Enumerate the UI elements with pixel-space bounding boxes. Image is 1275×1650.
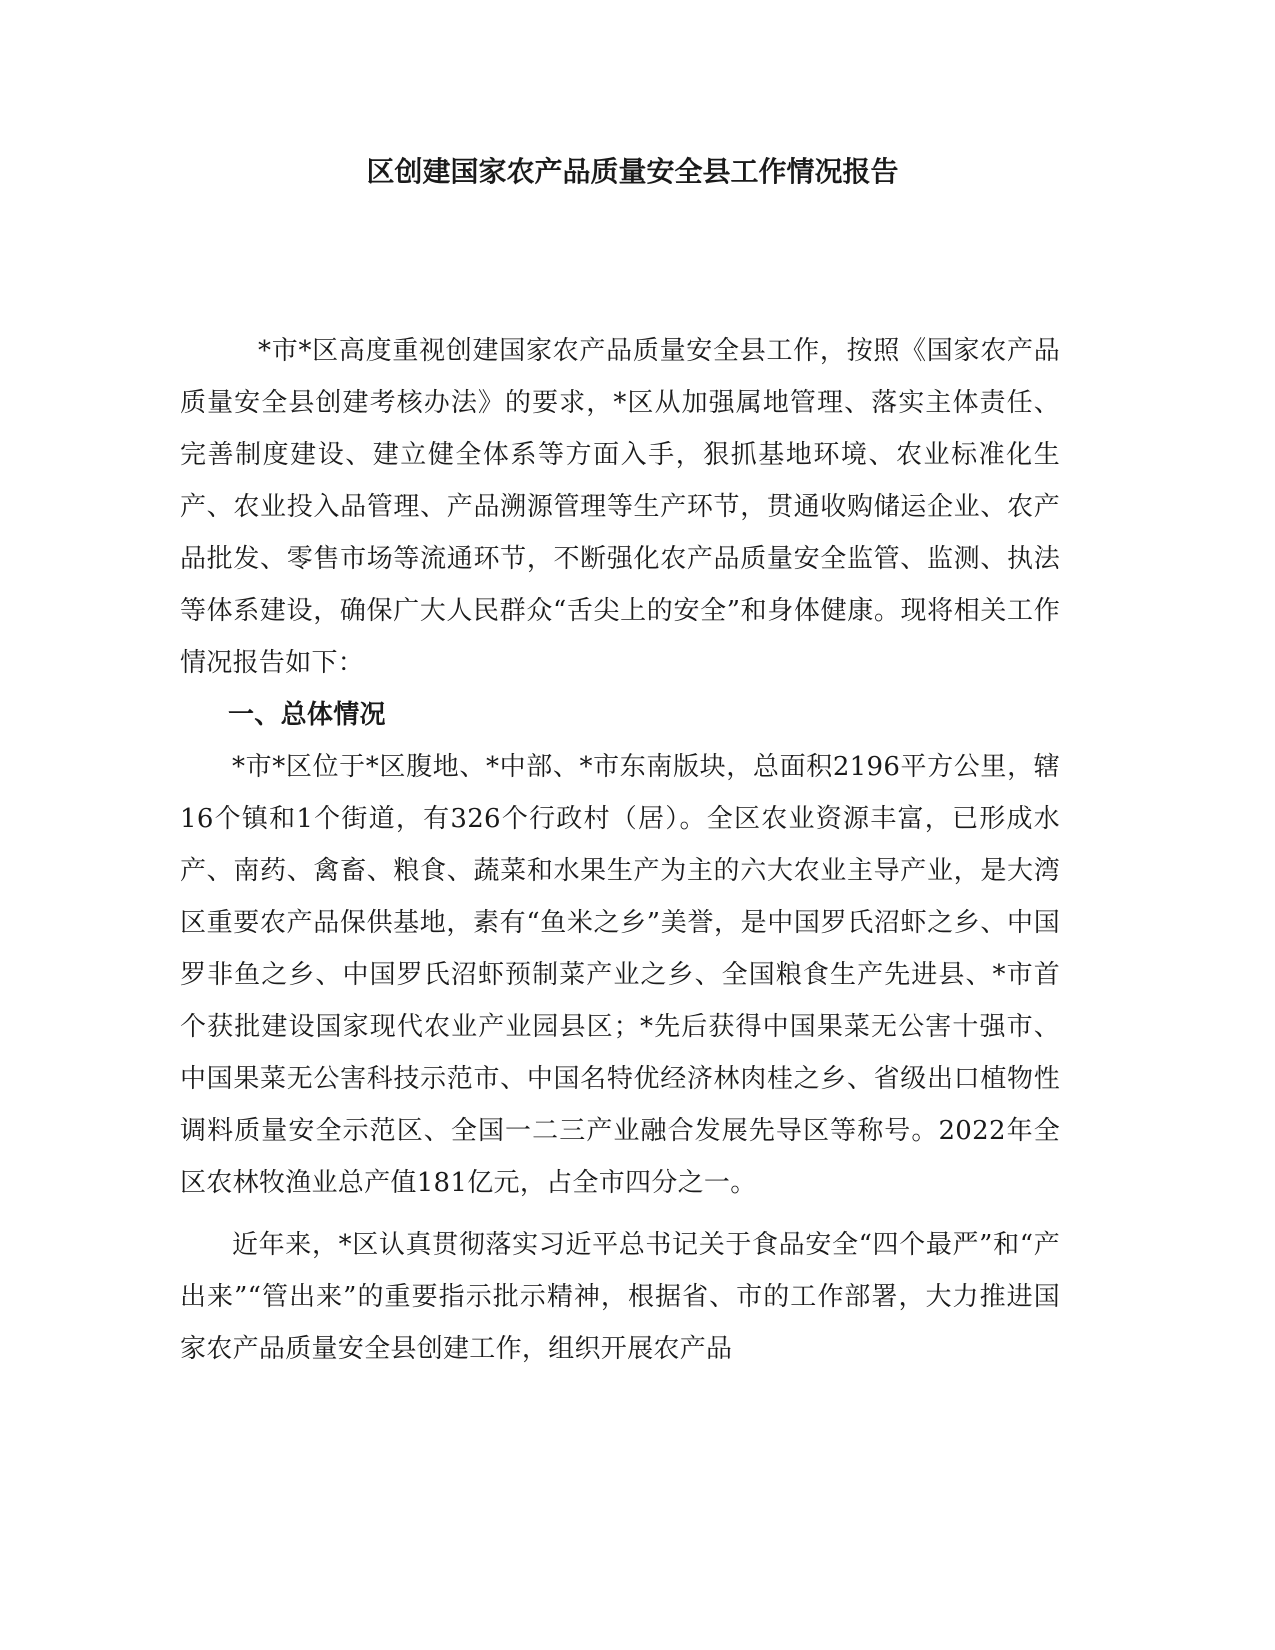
intro-paragraph: *市*区高度重视创建国家农产品质量安全县工作，按照《国家农产品质量安全县创建考核办法》的要求，*区从加强属地管理、落实主体责任、完善制度建设、建立健全体系等方面入手，狠抓基地环境、农业标准化生产、农业投入品管理、产品溯源管理等生产环节，贯通收购储运企业、农产品批发、零售市场等流通环节，不断强化农产品质量安全监管、监测、执法等体系建设，确保广大人民群众“舌尖上的安全”和身体健康。现将相关工作情况报告如下： [180,336,1060,678]
overview-paragraph-2: 近年来，*区认真贯彻落实习近平总书记关于食品安全“四个最严”和“产出来”“管出来”的重要指示批示精神，根据省、市的工作部署，大力推进国家农产品质量安全县创建工作，组织开展农产品 [180,1230,1060,1364]
document-body [180,325,1060,1375]
overview-paragraph-1: *市*区位于*区腹地、*中部、*市东南版块，总面积2196平方公里，辖16个镇和1个街道，有326个行政村（居）。全区农业资源丰富，已形成水产、南药、禽畜、粮食、蔬菜和水果生产为主的六大农业主导产业，是大湾区重要农产品保供基地，素有“鱼米之乡”美誉，是中国罗氏沼虾之乡、中国罗非鱼之乡、中国罗氏沼虾预制菜产业之乡、全国粮食生产先进县、*市首个获批建设国家现代农业产业园县区；*先后获得中国果菜无公害十强市、中国果菜无公害科技示范市、中国名特优经济林肉桂之乡、省级出口植物性调料质量安全示范区、全国一二三产业融合发展先导区等称号。2022年全区农林牧渔业总产值181亿元，占全市四分之一。 [180,752,1060,1198]
section-heading-overview: 一、总体情况 [228,700,386,730]
document-title: 区创建国家农产品质量安全县工作情况报告 [366,155,899,188]
